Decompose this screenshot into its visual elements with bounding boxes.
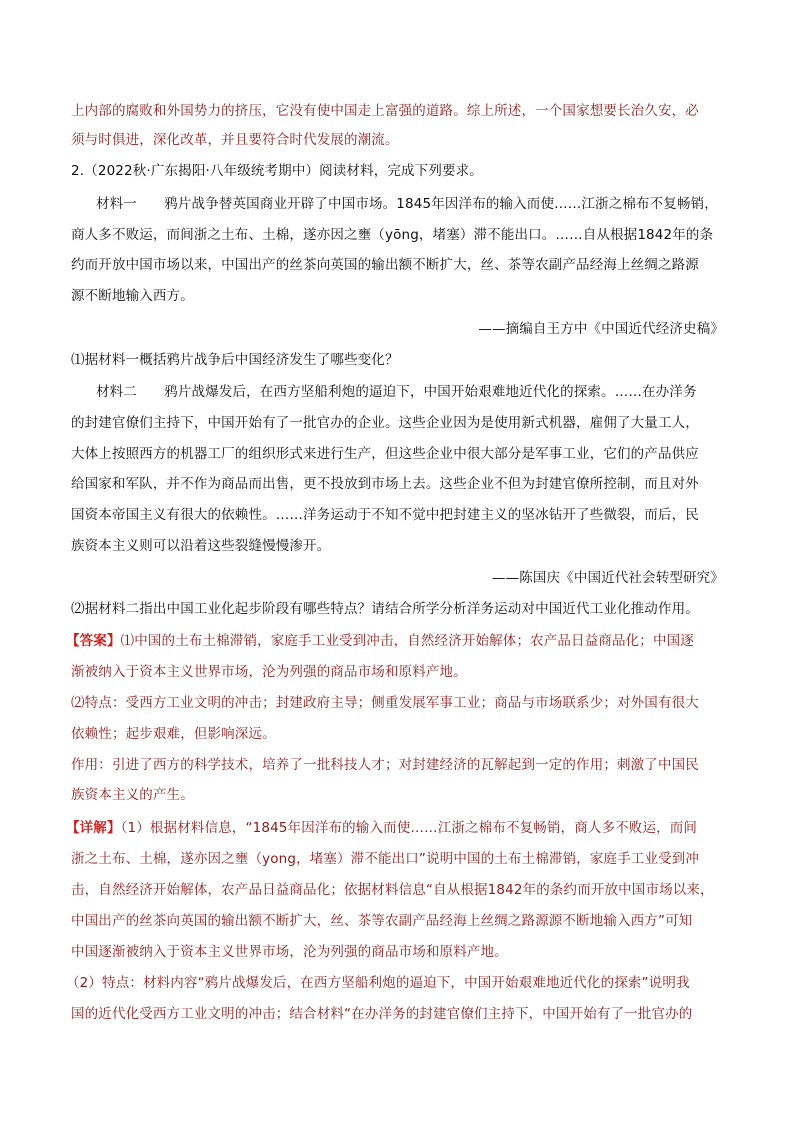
answer-2-line-2: 依赖性；起步艰难，但影响深远。	[71, 726, 276, 742]
answer-3-line-2: 族资本主义的产生。	[71, 787, 194, 803]
material-2-line-6: 族资本主义则可以沿着这些裂缝慢慢渗开。	[71, 538, 331, 554]
material-1-line-1: 材料一 鸦片战争替英国商业开辟了中国市场。1845年因洋布的输入而使……江浙之棉布不复畅销，	[96, 196, 718, 212]
material-1-line-2: 商人多不败运，而间浙之土布、土棉，遂亦因之壅（yōng，堵塞）滞不能出口。……自从根据1842年的条	[71, 227, 714, 243]
detail-block-line-1	[66, 818, 697, 838]
detail-tag: 【详解】	[66, 820, 121, 836]
detail-line-3: 击，自然经济开始解体，农产品日益商品化；依据材料信息“自从根据1842年的条约而开放中国市场以来，	[71, 882, 714, 898]
answer-3-line-1: 作用：引进了西方的科学技术，培养了一批科技人才；对封建经济的瓦解起到一定的作用；刺激了中国民	[71, 757, 699, 773]
answer-1-line-2: 渐被纳入于资本主义世界市场，沦为列强的商品市场和原料产地。	[71, 664, 467, 680]
detail-line-4: 中国出产的丝茶向英国的输出额不断扩大，丝、茶等农副产品经海上丝绸之路源源不断地输入西方”可知	[71, 913, 693, 929]
detail-line-1: （1）根据材料信息，“1845年因洋布的输入而使……江浙之棉布不复畅销，商人多不败运，而间	[120, 820, 698, 836]
prev-answer-line-2: 须与时俱进，深化改革，并且要符合时代发展的潮流。	[71, 132, 399, 148]
material-1-line-3: 约而开放中国市场以来，中国出产的丝茶向英国的输出额不断扩大，丝、茶等农副产品经海上丝绸之路源	[71, 257, 699, 273]
question-2-header: 2.（2022秋·广东揭阳·八年级统考期中）阅读材料，完成下列要求。	[71, 163, 483, 179]
detail-line-7: 国的近代化受西方工业文明的冲击；结合材料“在办洋务的封建官僚们主持下，中国开始有了一批官办的	[71, 1006, 693, 1022]
material-2-line-5: 国资本帝国主义有很大的依赖性。……洋务运动于不知不觉中把封建主义的坚冰钻开了些微裂，而后，民	[71, 507, 699, 523]
material-2-line-1: 材料二 鸦片战爆发后，在西方坚船利炮的逼迫下，中国开始艰难地近代化的探索。……在办洋务	[96, 384, 697, 400]
detail-line-6: （2）特点：材料内容“鸦片战爆发后，在西方坚船利炮的逼迫下，中国开始艰难地近代化的探索”说明我	[66, 975, 690, 991]
material-2-line-4: 给国家和军队，并不作为商品而出售，更不投放到市场上去。这些企业不但为封建官僚所控制，而且对外	[71, 476, 699, 492]
answer-2-line-1: ⑵特点：受西方工业文明的冲击；封建政府主导；侧重发展军事工业；商品与市场联系少；对外国有很大	[71, 695, 699, 711]
detail-line-2: 浙之土布、土棉，遂亦因之壅（yong，堵塞）滞不能出口”说明中国的土布土棉滞销，家庭手工业受到冲	[71, 851, 700, 867]
material-2-line-3: 大体上按照西方的机器工厂的组织形式来进行生产，但这些企业中很大部分是军事工业，它们的产品供应	[71, 446, 699, 462]
material-1-source: ——摘编自王方中《中国近代经济史稿》	[478, 321, 724, 337]
sub-question-1: ⑴据材料一概括鸦片战争后中国经济发生了哪些变化？	[71, 352, 399, 368]
material-2-source: ——陈国庆《中国近代社会转型研究》	[491, 570, 724, 586]
answer-tag: 【答案】	[66, 633, 121, 649]
answer-block-line-1	[66, 631, 694, 651]
detail-line-5: 中国逐渐被纳入于资本主义世界市场，沦为列强的商品市场和原料产地。	[71, 944, 508, 960]
answer-1-line-1: ⑴中国的土布土棉滞销，家庭手工业受到冲击，自然经济开始解体；农产品日益商品化；中国逐	[120, 633, 694, 649]
material-2-line-2: 的封建官僚们主持下，中国开始有了一批官办的企业。这些企业因为是使用新式机器，雇佣了大量工人，	[71, 415, 699, 431]
material-1-line-4: 源不断地输入西方。	[71, 288, 194, 304]
sub-question-2: ⑵据材料二指出中国工业化起步阶段有哪些特点？请结合所学分析洋务运动对中国近代工业化推动作用。	[71, 601, 699, 617]
prev-answer-line-1: 上内部的腐败和外国势力的挤压，它没有使中国走上富强的道路。综上所述，一个国家想要长治久安，必	[71, 103, 699, 119]
